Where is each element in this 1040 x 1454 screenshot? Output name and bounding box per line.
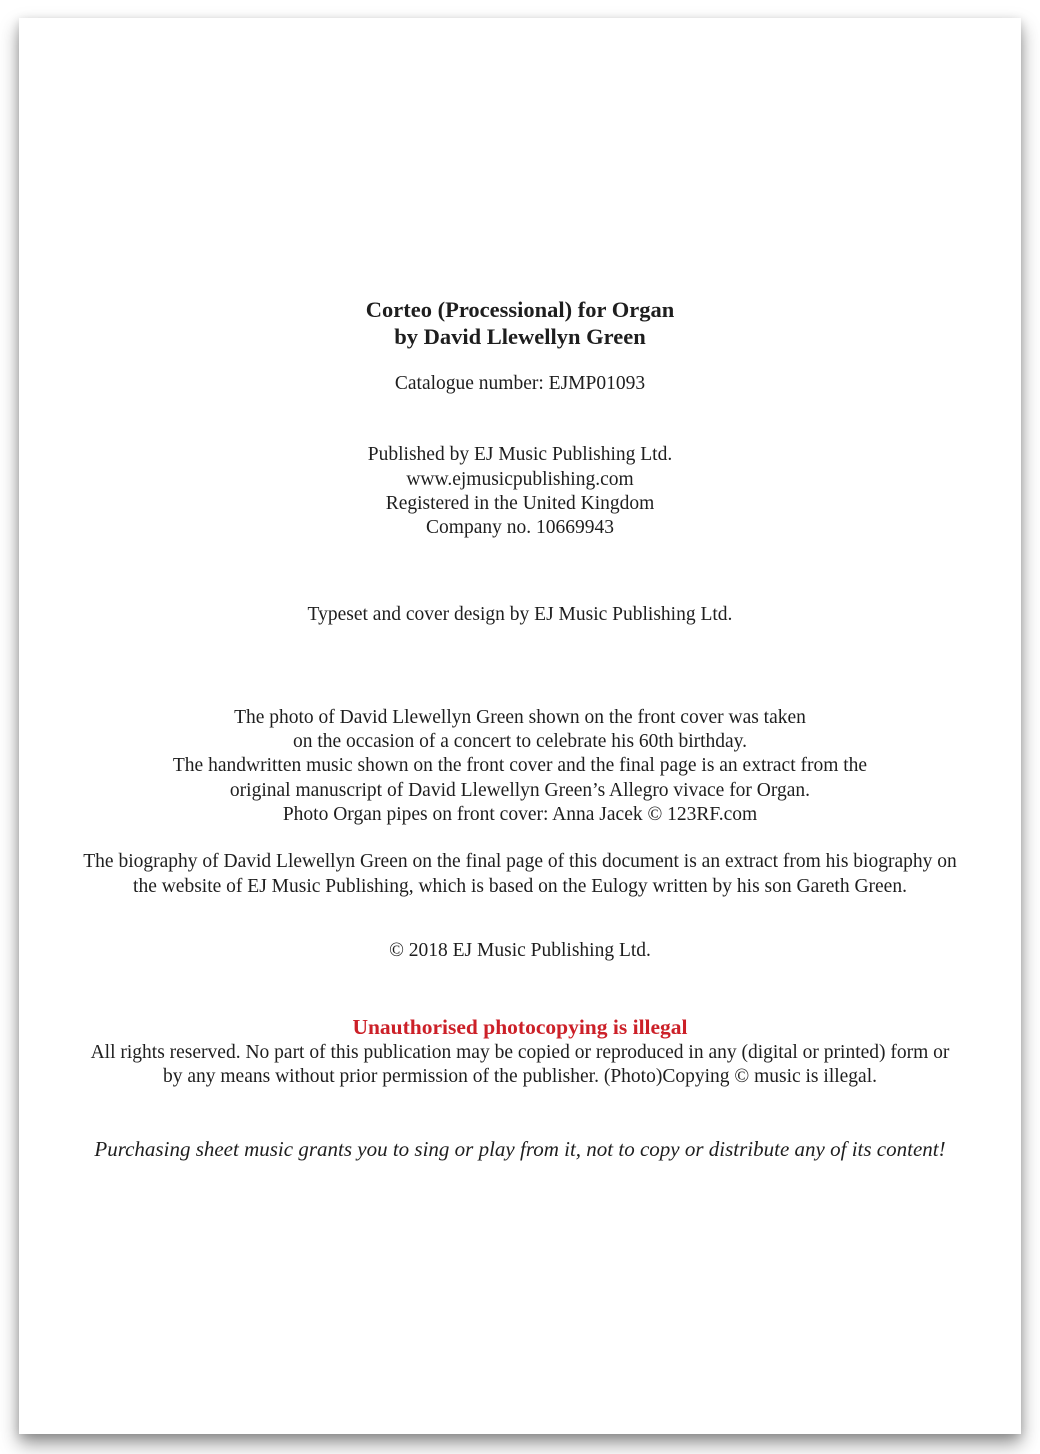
- title-line-2: by David Llewellyn Green: [394, 324, 646, 349]
- rights-reserved-block: [19, 1041, 1021, 1090]
- photo-credit-line: on the occasion of a concert to celebrate his 60th birthday.: [292, 731, 748, 753]
- rights-reserved-line: All rights reserved. No part of this publication may be copied or reproduced in any (digital or printed) form or: [90, 1042, 950, 1064]
- biography-note-line: The biography of David Llewellyn Green on the final page of this document is an extract from his biography on: [83, 851, 957, 873]
- photo-credit-block: [19, 706, 1021, 827]
- purchase-note: Purchasing sheet music grants you to sing or play from it, not to copy or distribute any of its content!: [94, 1136, 946, 1161]
- document-title: [19, 296, 1021, 350]
- typeset-credit: Typeset and cover design by EJ Music Publishing Ltd.: [307, 604, 733, 626]
- photo-credit-line: The photo of David Llewellyn Green shown on the front cover was taken: [234, 706, 806, 728]
- rights-reserved-line: by any means without prior permission of the publisher. (Photo)Copying © music is illegal.: [162, 1066, 878, 1088]
- document-page: [19, 18, 1021, 1434]
- photocopy-warning-heading: Unauthorised photocopying is illegal: [352, 1015, 688, 1040]
- publisher-block: [19, 443, 1021, 540]
- publisher-line: Published by EJ Music Publishing Ltd.: [367, 444, 673, 466]
- photo-credit-line: Photo Organ pipes on front cover: Anna Jacek © 123RF.com: [282, 803, 758, 825]
- catalogue-number: Catalogue number: EJMP01093: [394, 373, 646, 394]
- copyright-notice: © 2018 EJ Music Publishing Ltd.: [389, 939, 651, 961]
- biography-note-block: [19, 850, 1021, 899]
- title-line-1: Corteo (Processional) for Organ: [365, 297, 675, 322]
- publisher-website: www.ejmusicpublishing.com: [406, 468, 634, 490]
- biography-note-line: the website of EJ Music Publishing, which is based on the Eulogy written by his son Gareth Green.: [133, 875, 907, 897]
- photo-credit-line: The handwritten music shown on the front cover and the final page is an extract from the: [172, 755, 868, 777]
- photo-credit-line: original manuscript of David Llewellyn Green’s Allegro vivace for Organ.: [229, 779, 811, 801]
- publisher-company-number: Company no. 10669943: [426, 517, 614, 539]
- publisher-registration: Registered in the United Kingdom: [385, 492, 655, 514]
